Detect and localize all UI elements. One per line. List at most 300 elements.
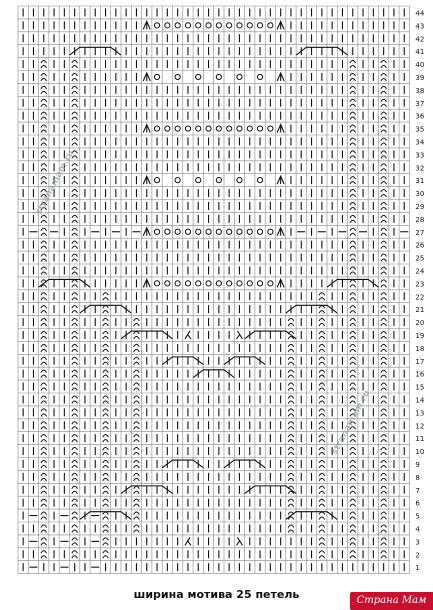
row-number: 5: [415, 512, 420, 521]
watermark-right: stranamam.ru: [330, 388, 373, 457]
twisted-stitch: [319, 396, 325, 404]
twisted-stitch: [72, 241, 78, 249]
dec3: [143, 21, 150, 29]
twisted-stitch: [381, 383, 387, 391]
row-number: 36: [415, 112, 425, 121]
twisted-stitch: [350, 512, 356, 520]
twisted-stitch: [41, 460, 47, 468]
twisted-stitch: [319, 370, 325, 378]
row-number: 13: [415, 409, 425, 418]
twisted-stitch: [72, 383, 78, 391]
twisted-stitch: [350, 177, 356, 185]
yarn-over: [268, 281, 273, 286]
twisted-stitch: [288, 370, 294, 378]
twisted-stitch: [41, 344, 47, 352]
yarn-over: [154, 229, 159, 234]
twisted-stitch: [381, 435, 387, 443]
yarn-over: [268, 229, 273, 234]
twisted-stitch: [41, 370, 47, 378]
twisted-stitch: [288, 396, 294, 404]
twisted-stitch: [319, 512, 325, 520]
twisted-stitch: [103, 396, 109, 404]
row-number: 42: [415, 35, 425, 44]
twisted-stitch: [72, 344, 78, 352]
twisted-stitch: [103, 460, 109, 468]
twisted-stitch: [350, 486, 356, 494]
yarn-over: [175, 126, 180, 131]
twisted-stitch: [319, 486, 325, 494]
twisted-stitch: [134, 512, 140, 520]
yarn-over: [227, 281, 232, 286]
yarn-over: [247, 23, 252, 28]
yarn-over: [154, 281, 159, 286]
twisted-stitch: [381, 486, 387, 494]
twisted-stitch: [41, 86, 47, 94]
twisted-stitch: [381, 138, 387, 146]
twisted-stitch: [134, 525, 140, 533]
twisted-stitch: [288, 499, 294, 507]
yarn-over: [165, 229, 170, 234]
twisted-stitch: [381, 228, 387, 236]
k2tog: [185, 331, 191, 339]
ssk: [236, 331, 242, 339]
yarn-over: [175, 74, 180, 79]
twisted-stitch: [381, 344, 387, 352]
twisted-stitch: [134, 422, 140, 430]
twisted-stitch: [381, 525, 387, 533]
twisted-stitch: [41, 473, 47, 481]
twisted-stitch: [350, 344, 356, 352]
yarn-over: [257, 74, 262, 79]
row-number: 34: [415, 138, 425, 147]
twisted-stitch: [381, 99, 387, 107]
twisted-stitch: [381, 293, 387, 301]
twisted-stitch: [319, 319, 325, 327]
twisted-stitch: [41, 151, 47, 159]
twisted-stitch: [350, 473, 356, 481]
twisted-stitch: [134, 319, 140, 327]
twisted-stitch: [72, 306, 78, 314]
twisted-stitch: [381, 267, 387, 275]
twisted-stitch: [41, 448, 47, 456]
row-number: 35: [415, 125, 425, 134]
twisted-stitch: [72, 293, 78, 301]
twisted-stitch: [381, 551, 387, 559]
twisted-stitch: [350, 202, 356, 210]
dec3: [143, 176, 150, 184]
twisted-stitch: [350, 267, 356, 275]
yarn-over: [237, 281, 242, 286]
twisted-stitch: [350, 73, 356, 81]
twisted-stitch: [319, 551, 325, 559]
twisted-stitch: [350, 551, 356, 559]
row-number: 8: [415, 473, 420, 482]
row-number: 7: [415, 486, 420, 495]
yarn-over: [165, 23, 170, 28]
twisted-stitch: [288, 319, 294, 327]
row-number: 21: [415, 306, 425, 315]
yarn-over: [185, 23, 190, 28]
twisted-stitch: [288, 525, 294, 533]
twisted-stitch: [41, 73, 47, 81]
yarn-over: [206, 23, 211, 28]
twisted-stitch: [319, 525, 325, 533]
twisted-stitch: [319, 409, 325, 417]
row-number: 12: [415, 422, 425, 431]
twisted-stitch: [134, 435, 140, 443]
twisted-stitch: [381, 151, 387, 159]
twisted-stitch: [319, 422, 325, 430]
twisted-stitch: [381, 86, 387, 94]
twisted-stitch: [350, 112, 356, 120]
row-number: 4: [415, 525, 420, 534]
row-number: 26: [415, 241, 425, 250]
twisted-stitch: [288, 409, 294, 417]
yarn-over: [257, 229, 262, 234]
twisted-stitch: [72, 86, 78, 94]
twisted-stitch: [103, 331, 109, 339]
twisted-stitch: [381, 409, 387, 417]
twisted-stitch: [72, 473, 78, 481]
twisted-stitch: [350, 61, 356, 69]
yarn-over: [227, 229, 232, 234]
twisted-stitch: [319, 460, 325, 468]
twisted-stitch: [72, 267, 78, 275]
twisted-stitch: [41, 409, 47, 417]
twisted-stitch: [72, 112, 78, 120]
row-number: 23: [415, 280, 425, 289]
twisted-stitch: [319, 448, 325, 456]
twisted-stitch: [319, 344, 325, 352]
twisted-stitch: [72, 422, 78, 430]
twisted-stitch: [72, 512, 78, 520]
twisted-stitch: [103, 486, 109, 494]
twisted-stitch: [350, 306, 356, 314]
yarn-over: [175, 281, 180, 286]
yarn-over: [247, 229, 252, 234]
twisted-stitch: [288, 448, 294, 456]
dec3: [143, 73, 150, 81]
dec3: [277, 73, 284, 81]
twisted-stitch: [72, 138, 78, 146]
twisted-stitch: [103, 538, 109, 546]
yarn-over: [247, 281, 252, 286]
twisted-stitch: [288, 473, 294, 481]
yarn-over: [227, 23, 232, 28]
row-number: 24: [415, 267, 425, 276]
twisted-stitch: [381, 473, 387, 481]
twisted-stitch: [103, 435, 109, 443]
twisted-stitch: [350, 448, 356, 456]
twisted-stitch: [41, 551, 47, 559]
dec3: [143, 228, 150, 236]
yarn-over: [206, 281, 211, 286]
twisted-stitch: [72, 319, 78, 327]
yarn-over: [196, 74, 201, 79]
yarn-over: [175, 178, 180, 183]
yarn-over: [216, 23, 221, 28]
twisted-stitch: [350, 319, 356, 327]
row-number: 19: [415, 331, 425, 340]
yarn-over: [154, 178, 159, 183]
twisted-stitch: [72, 202, 78, 210]
twisted-stitch: [381, 164, 387, 172]
twisted-stitch: [72, 525, 78, 533]
twisted-stitch: [319, 435, 325, 443]
twisted-stitch: [72, 280, 78, 288]
twisted-stitch: [381, 241, 387, 249]
yarn-over: [268, 126, 273, 131]
twisted-stitch: [381, 215, 387, 223]
dec3: [143, 125, 150, 133]
row-number: 38: [415, 86, 425, 95]
row-number: 32: [415, 164, 425, 173]
twisted-stitch: [381, 538, 387, 546]
yarn-over: [175, 229, 180, 234]
twisted-stitch: [381, 448, 387, 456]
twisted-stitch: [103, 512, 109, 520]
row-number: 6: [415, 499, 420, 508]
twisted-stitch: [41, 319, 47, 327]
twisted-stitch: [72, 73, 78, 81]
twisted-stitch: [72, 61, 78, 69]
twisted-stitch: [381, 370, 387, 378]
row-number: 1: [415, 564, 420, 573]
twisted-stitch: [41, 164, 47, 172]
row-number: 29: [415, 202, 425, 211]
twisted-stitch: [288, 422, 294, 430]
row-number: 28: [415, 215, 425, 224]
twisted-stitch: [103, 525, 109, 533]
twisted-stitch: [41, 357, 47, 365]
yarn-over: [196, 126, 201, 131]
twisted-stitch: [41, 112, 47, 120]
twisted-stitch: [350, 254, 356, 262]
twisted-stitch: [41, 125, 47, 133]
row-numbers: [415, 9, 424, 572]
twisted-stitch: [103, 473, 109, 481]
twisted-stitch: [72, 125, 78, 133]
twisted-stitch: [350, 215, 356, 223]
twisted-stitch: [134, 499, 140, 507]
twisted-stitch: [72, 538, 78, 546]
twisted-stitch: [288, 460, 294, 468]
twisted-stitch: [381, 125, 387, 133]
site-logo: Страна Мам: [350, 592, 433, 610]
twisted-stitch: [103, 357, 109, 365]
row-number: 20: [415, 319, 425, 328]
twisted-stitch: [72, 177, 78, 185]
dec3: [277, 125, 284, 133]
twisted-stitch: [72, 331, 78, 339]
twisted-stitch: [381, 73, 387, 81]
twisted-stitch: [41, 499, 47, 507]
twisted-stitch: [41, 228, 47, 236]
row-number: 10: [415, 448, 425, 457]
yarn-over: [216, 178, 221, 183]
row-number: 11: [415, 435, 425, 444]
row-number: 16: [415, 370, 425, 379]
twisted-stitch: [72, 99, 78, 107]
yarn-over: [237, 178, 242, 183]
twisted-stitch: [72, 228, 78, 236]
twisted-stitch: [350, 125, 356, 133]
yarn-over: [237, 126, 242, 131]
twisted-stitch: [134, 331, 140, 339]
twisted-stitch: [41, 254, 47, 262]
twisted-stitch: [41, 486, 47, 494]
twisted-stitch: [350, 396, 356, 404]
twisted-stitch: [134, 370, 140, 378]
twisted-stitch: [103, 422, 109, 430]
twisted-stitch: [134, 460, 140, 468]
twisted-stitch: [288, 357, 294, 365]
dec3: [277, 176, 284, 184]
twisted-stitch: [319, 499, 325, 507]
twisted-stitch: [103, 319, 109, 327]
dec3: [277, 279, 284, 287]
yarn-over: [257, 281, 262, 286]
yarn-over: [237, 74, 242, 79]
twisted-stitch: [350, 460, 356, 468]
twisted-stitch: [103, 409, 109, 417]
cable-cross: [80, 512, 132, 520]
twisted-stitch: [103, 306, 109, 314]
twisted-stitch: [134, 448, 140, 456]
twisted-stitch: [319, 383, 325, 391]
yarn-over: [165, 126, 170, 131]
yarn-over: [154, 74, 159, 79]
twisted-stitch: [103, 499, 109, 507]
twisted-stitch: [72, 190, 78, 198]
twisted-stitch: [41, 435, 47, 443]
row-number: 44: [415, 9, 425, 18]
watermark-left: stranamam.ru: [34, 148, 77, 217]
yarn-over: [185, 126, 190, 131]
twisted-stitch: [381, 61, 387, 69]
row-number: 27: [415, 228, 425, 237]
twisted-stitch: [41, 241, 47, 249]
twisted-stitch: [41, 177, 47, 185]
twisted-stitch: [41, 293, 47, 301]
twisted-stitch: [41, 538, 47, 546]
twisted-stitch: [381, 280, 387, 288]
twisted-stitch: [381, 396, 387, 404]
twisted-stitch: [350, 499, 356, 507]
twisted-stitch: [288, 435, 294, 443]
twisted-stitch: [103, 551, 109, 559]
dec3: [277, 228, 284, 236]
row-number: 33: [415, 151, 425, 160]
yarn-over: [227, 126, 232, 131]
twisted-stitch: [41, 525, 47, 533]
twisted-stitch: [288, 344, 294, 352]
twisted-stitch: [319, 473, 325, 481]
twisted-stitch: [350, 151, 356, 159]
twisted-stitch: [72, 460, 78, 468]
twisted-stitch: [319, 331, 325, 339]
yarn-over: [257, 23, 262, 28]
k2tog: [185, 537, 191, 545]
twisted-stitch: [41, 306, 47, 314]
twisted-stitch: [72, 499, 78, 507]
yarn-over: [237, 229, 242, 234]
twisted-stitch: [103, 293, 109, 301]
twisted-stitch: [134, 473, 140, 481]
twisted-stitch: [350, 280, 356, 288]
twisted-stitch: [350, 138, 356, 146]
row-number: 37: [415, 99, 425, 108]
row-number: 40: [415, 61, 425, 70]
yarn-over: [216, 229, 221, 234]
yarn-over: [257, 126, 262, 131]
twisted-stitch: [381, 190, 387, 198]
yarn-over: [257, 178, 262, 183]
twisted-stitch: [350, 435, 356, 443]
dec3: [143, 279, 150, 287]
yarn-over: [154, 126, 159, 131]
twisted-stitch: [319, 538, 325, 546]
twisted-stitch: [350, 164, 356, 172]
twisted-stitch: [103, 370, 109, 378]
twisted-stitch: [350, 383, 356, 391]
twisted-stitch: [350, 86, 356, 94]
twisted-stitch: [134, 344, 140, 352]
twisted-stitch: [350, 538, 356, 546]
yarn-over: [196, 178, 201, 183]
row-number: 22: [415, 293, 425, 302]
twisted-stitch: [350, 357, 356, 365]
row-number: 9: [415, 460, 420, 469]
twisted-stitch: [319, 357, 325, 365]
twisted-stitch: [41, 422, 47, 430]
twisted-stitch: [319, 293, 325, 301]
dec3: [277, 21, 284, 29]
row-number: 2: [415, 551, 420, 560]
twisted-stitch: [41, 383, 47, 391]
twisted-stitch: [41, 61, 47, 69]
twisted-stitch: [72, 435, 78, 443]
row-number: 15: [415, 383, 425, 392]
ssk: [236, 537, 242, 545]
row-number: 17: [415, 357, 425, 366]
yarn-over: [237, 23, 242, 28]
yarn-over: [206, 229, 211, 234]
yarn-over: [196, 281, 201, 286]
twisted-stitch: [350, 190, 356, 198]
twisted-stitch: [350, 241, 356, 249]
twisted-stitch: [319, 306, 325, 314]
twisted-stitch: [350, 228, 356, 236]
twisted-stitch: [381, 306, 387, 314]
twisted-stitch: [288, 383, 294, 391]
twisted-stitch: [72, 551, 78, 559]
twisted-stitch: [72, 396, 78, 404]
twisted-stitch: [350, 99, 356, 107]
twisted-stitch: [41, 138, 47, 146]
twisted-stitch: [381, 319, 387, 327]
twisted-stitch: [72, 357, 78, 365]
twisted-stitch: [381, 177, 387, 185]
row-number: 30: [415, 190, 425, 199]
yarn-over: [196, 229, 201, 234]
twisted-stitch: [103, 448, 109, 456]
twisted-stitch: [72, 409, 78, 417]
yarn-over: [247, 126, 252, 131]
row-number: 43: [415, 22, 425, 31]
yarn-over: [165, 281, 170, 286]
twisted-stitch: [381, 460, 387, 468]
